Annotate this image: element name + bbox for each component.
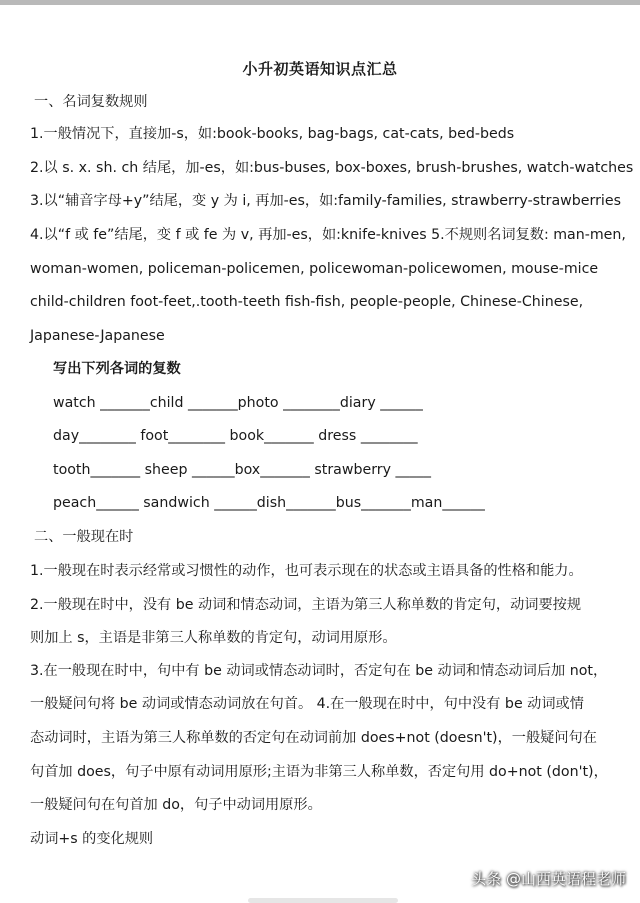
rule-line: 2.以 s. x. sh. ch 结尾，加-es，如:bus-buses, box-boxes, brush-brushes, watch-watches (30, 160, 634, 176)
exercise-row: tooth_______ sheep ______box_______ strawberry _____ (53, 462, 431, 478)
explanation-line: 1.一般现在时表示经常或习惯性的动作，也可表示现在的状态或主语具备的性格和能力。 (30, 563, 583, 579)
explanation-line: 一般疑问句在句首加 do，句子中动词用原形。 (30, 797, 322, 813)
rule-line: Japanese-Japanese (30, 328, 165, 344)
source-watermark: 头条 @山西英语程老师 (471, 870, 626, 888)
exercise-row: watch _______child _______photo ________diary ______ (53, 395, 423, 411)
explanation-line: 句首加 does，句子中原有动词用原形;主语为非第三人称单数，否定句用 do+not (don't)， (30, 764, 608, 780)
rule-line: 1.一般情况下，直接加-s，如:book-books, bag-bags, cat-cats, bed-beds (30, 126, 515, 142)
exercise-title: 写出下列各词的复数 (53, 361, 181, 377)
section-heading-noun-plural: 一、名词复数规则 (34, 94, 148, 110)
rule-line: woman-women, policeman-policemen, policewoman-policewomen, mouse-mice (30, 261, 599, 277)
home-indicator-bar[interactable] (248, 898, 398, 903)
top-divider-bar (0, 0, 640, 5)
exercise-row: peach______ sandwich ______dish_______bus_______man______ (53, 495, 485, 511)
rule-line: 4.以“f 或 fe”结尾，变 f 或 fe 为 v, 再加-es，如:knife-knives 5.不规则名词复数: man-men, (30, 227, 626, 243)
subheading-verb-s-rules: 动词+s 的变化规则 (30, 831, 154, 847)
explanation-line: 3.在一般现在时中，句中有 be 动词或情态动词时，否定句在 be 动词和情态动词后加 not， (30, 663, 608, 679)
rule-line: 3.以“辅音字母+y”结尾，变 y 为 i, 再加-es，如:family-families, strawberry-strawberries (30, 193, 621, 209)
document-title: 小升初英语知识点汇总 (242, 60, 398, 78)
exercise-row: day________ foot________ book_______ dress ________ (53, 428, 418, 444)
explanation-line: 则加上 s，主语是非第三人称单数的肯定句，动词用原形。 (30, 630, 397, 646)
explanation-line: 2.一般现在时中，没有 be 动词和情态动词，主语为第三人称单数的肯定句，动词要按规 (30, 597, 582, 613)
rule-line: child-children foot-feet,.tooth-teeth fish-fish, people-people, Chinese-Chinese, (30, 294, 584, 310)
section-heading-present-simple: 二、一般现在时 (34, 529, 134, 545)
explanation-line: 态动词时，主语为第三人称单数的否定句在动词前加 does+not (doesn't)，一般疑问句在 (30, 730, 597, 746)
explanation-line: 一般疑问句将 be 动词或情态动词放在句首。 4.在一般现在时中，句中没有 be 动词或情 (30, 696, 584, 712)
